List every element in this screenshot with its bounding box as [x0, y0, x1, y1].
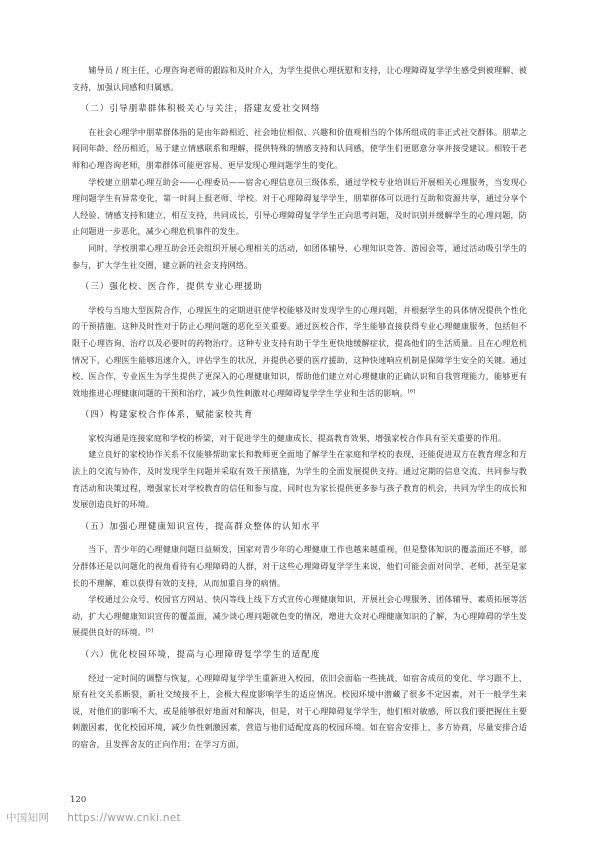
paragraph: 在社会心理学中朋辈群体指的是由年龄相近、社会地位相似、兴趣和价值观相当的个体所组成的非正式社交群体。朋辈之间同年龄、经历相近，易于建立情感联系和理解，提供特殊的情感支持和认同感，使学生们更愿意分享并接受建议。相较于老师和心理咨询老师，朋辈群体可能更容易、更早发现心理问题学生的变化。 — [72, 126, 527, 170]
article-body — [72, 62, 527, 753]
page-number: 120 — [70, 795, 87, 805]
section-heading: （六）优化校园环境，提高与心理障碍复学学生的适配度 — [80, 650, 321, 660]
section-heading: （四）构建家校合作体系，赋能家校共育 — [80, 410, 254, 421]
watermark-url: https://www.cnki.net — [67, 812, 181, 824]
watermark-brand: 中国知网 — [6, 812, 50, 824]
section-heading: （五）加强心理健康知识宣传，提高群众整体的认知水平 — [80, 521, 321, 532]
section-heading: （二）引导朋辈群体积极关心与关注，搭建友爱社交网络 — [80, 104, 321, 115]
paragraph — [72, 302, 527, 402]
watermark — [6, 810, 181, 825]
paragraph: 同时，学校朋辈心理互助会还会组织开展心理相关的活动，如团体辅导、心理知识竞答、游园会等，通过活动吸引学生的参与，扩大学生社交圈，建立新的社会支持网络。 — [72, 242, 527, 270]
section-6 — [72, 647, 527, 753]
paragraph: 家校沟通是连接家庭和学校的桥梁，对于促进学生的健康成长、提高教育效果、增强家校合作具有至关重要的作用。 — [88, 432, 507, 443]
paragraph: 当下，青少年的心理健康问题日益频发，国家对青少年的心理健康工作也越来越重视，但是整体知识的覆盖面还不够，部分群体还是以问题化的视角看待有心理障碍的人群，对于这些心理障碍复学学生来说，他们可能会面对同学、老师，甚至是家长的不理解，难以获得有效的支持，从而加重自身的病情。 — [72, 544, 527, 588]
paragraph-text: 学校通过公众号、校园官方网站、快闪等线上线下方式宣传心理健康知识，开展社会心理服务、团体辅导、素质拓展等活动，扩大心理健康知识宣传的覆盖面，减少谈心理问题就色变的情况，增进大众对心理健康知识的了解，为心理障碍的学生发展提供良好的环境。 — [72, 594, 527, 638]
citation-marker: [5] — [145, 627, 154, 634]
section-3 — [72, 279, 527, 401]
section-5 — [72, 519, 527, 641]
section-heading: （三）强化校、医合作，提供专业心理援助 — [80, 282, 263, 293]
paragraph — [72, 591, 527, 641]
paragraph: 建立良好的家校协作关系不仅能够帮助家长和教师更全面地了解学生在家庭和学校的表现，还能促进双方在教育理念和方法上的交流与协作，及时发现学生问题并采取有效干预措施，为学生的全面发展提供支持。通过定期的信息交流、共同参与教育活动和决策过程，增强家长对学校教育的信任和参与度，同时也为家长提供更多参与孩子教育的机会，共同为学生的成长和发展创造良好的环境。 — [72, 449, 527, 510]
paragraph: 学校建立朋辈心理互助会——心理委员——宿舍心理信息员三级体系，通过学校专业培训后开展相关心理服务，当发现心理问题学生有异常变化，第一时间上报老师、学校。对于心理障碍复学学生，朋辈群体可以进行互助和资源共享，通过分享个人经验、情感支持和建立，相互支持，共同成长，引导心理障碍复学学生正向思考问题，及时识别并缓解学生的心理问题，防止问题进一步恶化，减少心理危机事件的发生。 — [72, 176, 527, 237]
paragraph: 经过一定时间的调整与恢复，心理障碍复学学生重新进入校园，依旧会面临一些挑战，如宿舍成员的变化、学习跟不上、原有社交关系断裂，新社交绫接不上，会极大程度影响学生的适应情况。校园环境中潜藏了很多不定因素，对于一般学生来说，对他们的影响不大，或是能够很好地面对和解决，但是，对于心理障碍复学学生，他们相对敏感，所以我们要把握住主要刺激因素，优化校园环境，减少负性刺激因素，营造与他们适配度高的校园环境。如在宿舍安排上，多方协商，尽量安排合适的宿舍，且发挥舍友的正向作用；在学习方面， — [72, 672, 527, 749]
intro-paragraph: 辅导员 / 班主任、心理咨询老师的跟踪和及时介入，为学生提供心理抚慰和支持，让心理障碍复学学生感受到被理解、被支持，加强认同感和归属感。 — [72, 65, 527, 92]
section-4 — [72, 407, 527, 513]
citation-marker: [6] — [407, 388, 416, 394]
section-2 — [72, 101, 527, 273]
paragraph-text: 学校与当地大型医院合作，心理医生的定期进驻使学校能够及时发现学生的心理问题，并根据学生的具体情况提供个性化的干预措施。这种及时性对于防止心理问题的恶化至关重要。通过医校合作，学生能够直接获得专业心理健康服务，包括但不限于心理咨询、治疗以及必要时的药物治疗。这种专业支持有助于学生更快地缓解症状，提高他们的生活质量。且在心理危机情况下，心理医生能够迅速介入，评估学生的状况，并提供必要的医疗援助，这种快速响应机制是保障学生安全的关键。通过校、医合作，专业医生为学生提供了更深入的心理健康知识，帮助他们建立对心理健康的正确认识和自我管理能力，能够更有效地推进心理健康问题的干预和治疗，减少负性刺激对心理障碍复学学生学业和生活的影响。 — [72, 304, 527, 398]
